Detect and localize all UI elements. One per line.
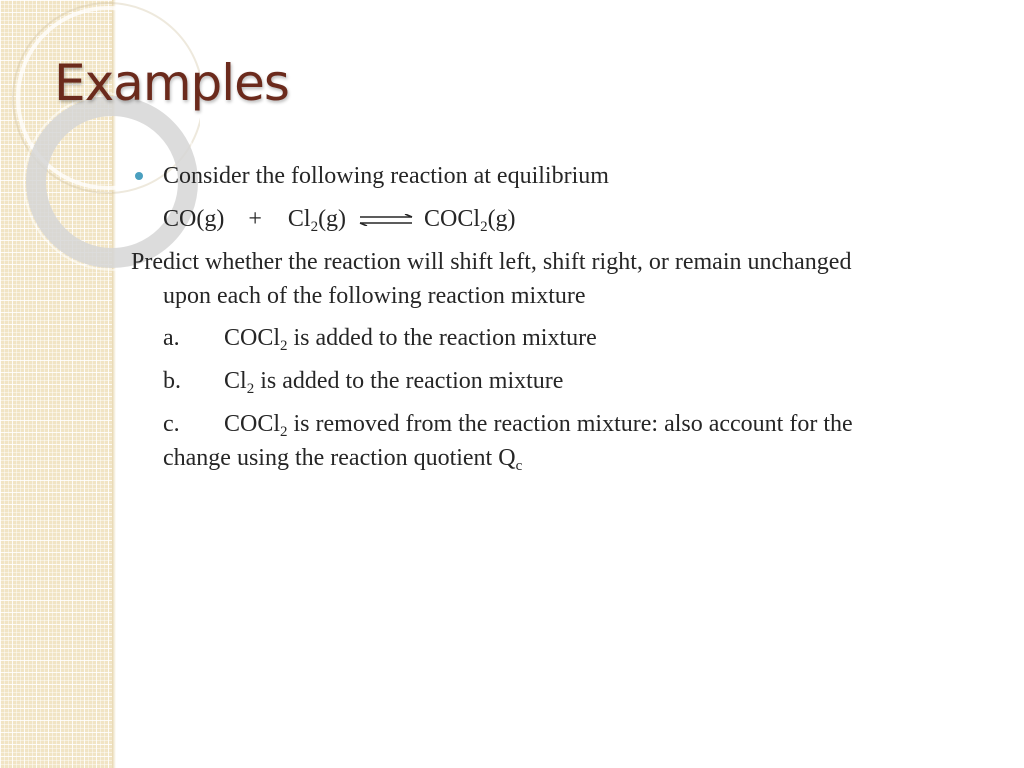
product-cocl2: [424, 206, 516, 235]
item-a-formula: COCl: [224, 325, 281, 351]
product-state: (g): [487, 206, 516, 232]
item-a-text: is added to the reaction mixture: [287, 325, 597, 351]
equilibrium-arrow-icon: [358, 214, 414, 226]
bullet-text: Consider the following reaction at equilibrium: [163, 163, 609, 189]
item-c-line2-text: change using the reaction quotient Q: [163, 445, 516, 471]
slide-title: Examples: [54, 54, 289, 112]
item-c-continuation: [163, 443, 522, 473]
reactant-cl2-subscript: 2: [310, 219, 319, 235]
plus-sign: +: [248, 206, 262, 232]
bullet-dot: [135, 172, 143, 180]
item-c-line2-subscript: c: [515, 458, 523, 474]
item-c-label: c.: [163, 411, 180, 437]
item-b-subscript: 2: [246, 381, 255, 397]
reactant-cl2-base: Cl: [287, 206, 311, 232]
item-c-subscript: 2: [280, 424, 288, 440]
reactant-cl2-state: (g): [318, 206, 347, 232]
item-c-text: is removed from the reaction mixture: also account for the: [287, 411, 853, 437]
chemical-equation: [163, 204, 516, 234]
question-line-1: Predict whether the reaction will shift left, shift right, or remain unchanged: [131, 249, 852, 275]
item-a-label: a.: [163, 325, 180, 351]
product-base: COCl: [424, 206, 481, 232]
item-a: [163, 323, 597, 353]
item-b-formula: Cl: [224, 368, 247, 394]
item-b-text: is added to the reaction mixture: [254, 368, 564, 394]
item-c-formula: COCl: [224, 411, 281, 437]
product-subscript: 2: [480, 219, 488, 235]
item-c: [163, 409, 853, 439]
item-b-label: b.: [163, 368, 181, 394]
question-line-2: upon each of the following reaction mixture: [163, 283, 586, 309]
item-b: [163, 366, 563, 396]
item-a-subscript: 2: [280, 338, 288, 354]
reactant-cl2: [287, 206, 347, 235]
reactant-co: CO(g): [163, 206, 225, 232]
